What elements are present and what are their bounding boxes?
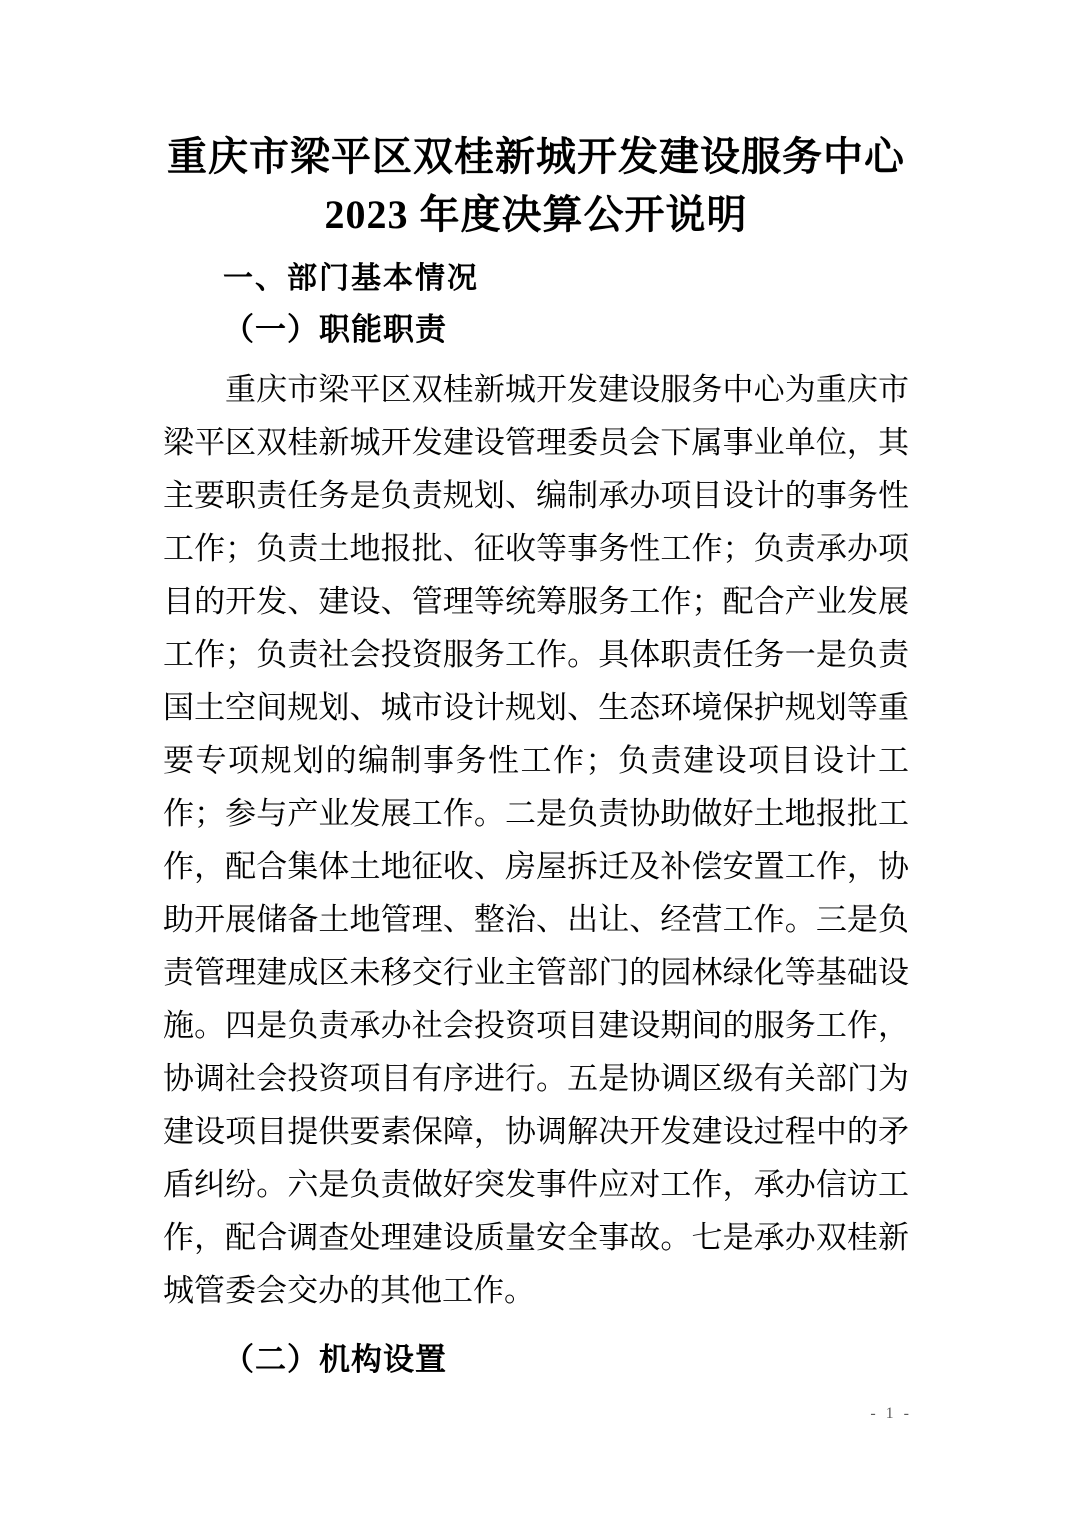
subsection-heading-duties: （一）职能职责 xyxy=(223,312,447,347)
subsection-heading-organization: （二）机构设置 xyxy=(223,1342,447,1377)
section-heading-basic-info: 一、部门基本情况 xyxy=(223,262,479,295)
document-content xyxy=(163,0,909,1378)
document-title-line-1: 重庆市梁平区双桂新城开发建设服务中心 xyxy=(167,134,905,179)
document-title-line-2: 2023 年度决算公开说明 xyxy=(324,192,748,237)
page-number: - 1 - xyxy=(870,1405,912,1422)
duties-paragraph: 重庆市梁平区双桂新城开发建设服务中心为重庆市梁平区双桂新城开发建设管理委员会下属事业单位，其主要职责任务是负责规划、编制承办项目设计的事务性工作；负责土地报批、征收等事务性工作；负责承办项目的开发、建设、管理等统筹服务工作；配合产业发展工作；负责社会投资服务工作。具体职责任务一是负责国土空间规划、城市设计规划、生态环境保护规划等重要专项规划的编制事务性工作；负责建设项目设计工作；参与产业发展工作。二是负责协助做好土地报批工作，配合集体土地征收、房屋拆迁及补偿安置工作，协助开展储备土地管理、整治、出让、经营工作。三是负责管理建成区未移交行业主管部门的园林绿化等基础设施。四是负责承办社会投资项目建设期间的服务工作，协调社会投资项目有序进行。五是协调区级有关部门为建设项目提供要素保障，协调解决开发建设过程中的矛盾纠纷。六是负责做好突发事件应对工作，承办信访工作，配合调查处理建设质量安全事故。七是承办双桂新城管委会交办的其他工作。 xyxy=(163,372,909,1308)
document-title xyxy=(163,0,909,244)
